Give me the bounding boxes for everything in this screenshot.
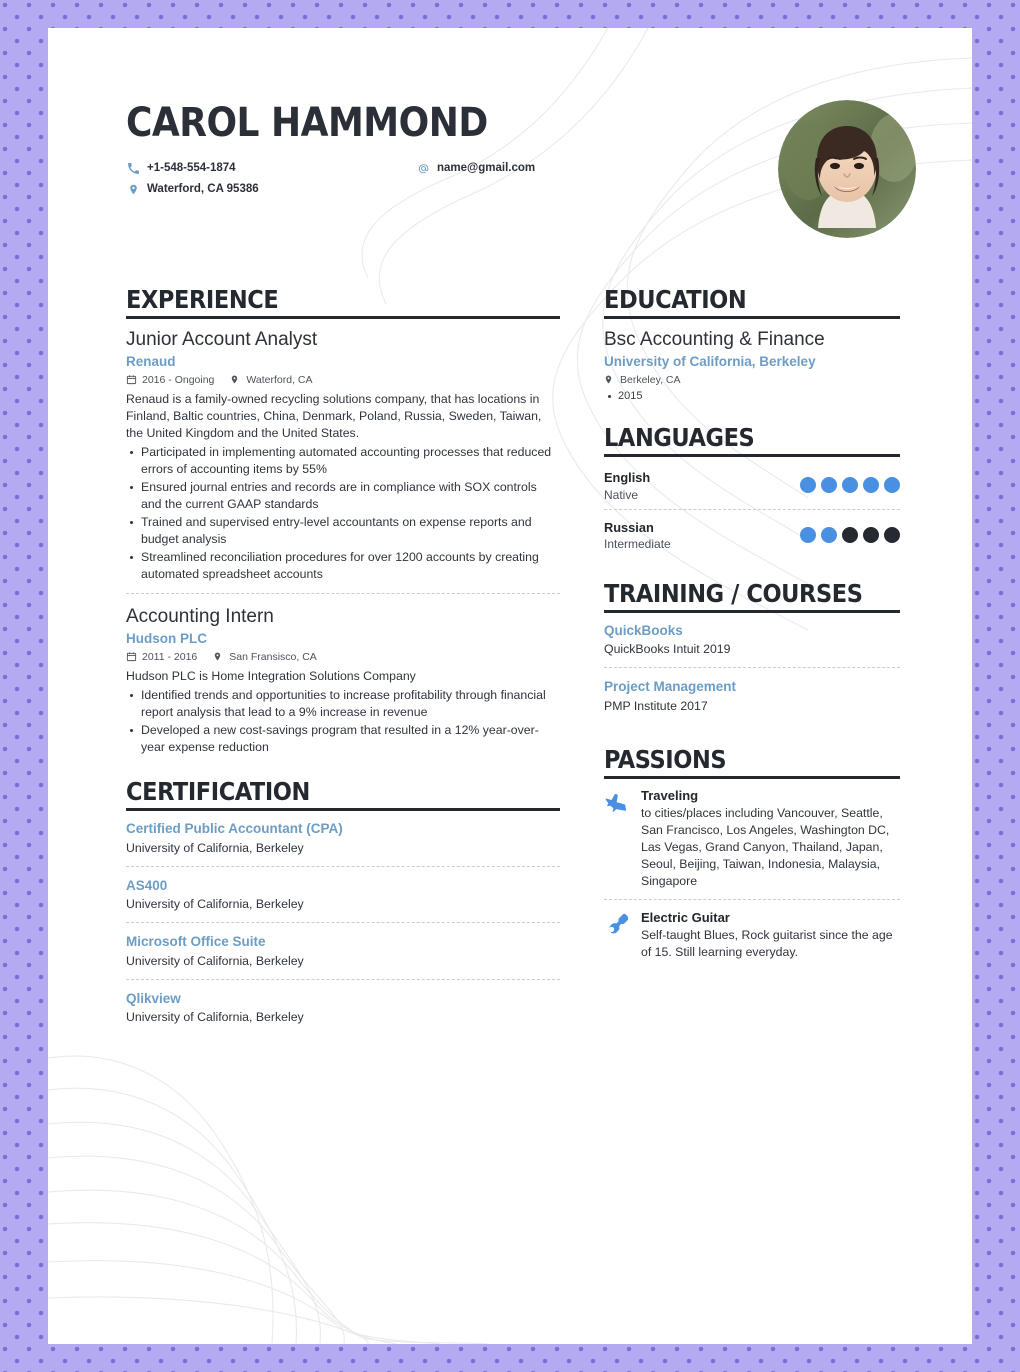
level-dot-filled	[800, 477, 816, 493]
job-location	[213, 651, 317, 663]
education-school: University of California, Berkeley	[604, 353, 816, 369]
job-location-text: San Fransisco, CA	[229, 651, 317, 664]
job-bullet: Participated in implementing automated accounting processes that reduced errors of accounting items by 55%	[126, 444, 560, 478]
contact-email-text: name@gmail.com	[437, 162, 536, 174]
section-training	[604, 580, 900, 724]
section-title-certification: CERTIFICATION	[126, 778, 560, 811]
passion-item	[604, 899, 900, 970]
certification-name: Certified Public Accountant (CPA)	[126, 821, 343, 837]
section-title-education: EDUCATION	[604, 286, 900, 319]
language-item	[604, 509, 900, 558]
education-year	[604, 390, 900, 402]
location-pin-icon	[230, 374, 241, 386]
job-summary: Hudson PLC is Home Integration Solutions Company	[126, 669, 416, 684]
level-dot-filled	[821, 477, 837, 493]
training-item	[604, 622, 900, 668]
section-title-passions: PASSIONS	[604, 746, 900, 779]
level-dot-empty	[884, 527, 900, 543]
passion-text: Self-taught Blues, Rock guitarist since the age of 15. Still learning everyday.	[641, 927, 893, 959]
job-meta	[126, 651, 560, 663]
job-role: Junior Account Analyst	[126, 329, 318, 350]
job-company: Hudson PLC	[126, 630, 207, 646]
passion-name: Electric Guitar	[641, 909, 730, 925]
certification-item	[126, 820, 560, 866]
level-dot-filled	[842, 477, 858, 493]
contact-location-text: Waterford, CA 95386	[147, 183, 259, 195]
language-level-dots	[800, 477, 900, 493]
contact-list	[126, 161, 536, 203]
job-dates	[126, 374, 214, 386]
contact-location	[126, 182, 416, 196]
language-name: English	[604, 470, 651, 486]
job-bullets	[126, 687, 560, 756]
level-dot-filled	[884, 477, 900, 493]
job-dates-text: 2011 - 2016	[142, 651, 198, 664]
location-pin-icon	[213, 651, 224, 663]
certification-name: AS400	[126, 877, 168, 893]
certification-item	[126, 866, 560, 923]
left-column	[126, 286, 560, 1057]
language-name: Russian	[604, 519, 654, 535]
job-company: Renaud	[126, 353, 176, 369]
level-dot-empty	[842, 527, 858, 543]
job-dates	[126, 651, 197, 663]
section-certification	[126, 778, 560, 1035]
language-level-label: Native	[604, 487, 639, 502]
job-bullet: Identified trends and opportunities to increase profitability through financial report analysis that lead to a 9% increase in revenue	[126, 687, 560, 721]
training-item	[604, 667, 900, 724]
certification-item	[126, 979, 560, 1036]
job-role: Accounting Intern	[126, 605, 274, 627]
resume-sheet	[48, 28, 972, 1344]
level-dot-filled	[863, 477, 879, 493]
location-pin-icon	[604, 374, 615, 386]
location-pin-icon	[126, 182, 140, 196]
section-title-experience: EXPERIENCE	[126, 286, 560, 319]
job-bullets	[126, 444, 560, 583]
at-icon	[416, 161, 430, 175]
phone-icon	[126, 161, 140, 175]
header	[126, 100, 536, 203]
education-location-text: Berkeley, CA	[620, 374, 681, 387]
calendar-icon	[126, 374, 137, 386]
page-title: CAROL HAMMOND	[126, 100, 488, 146]
job-meta	[126, 374, 560, 386]
level-dot-empty	[863, 527, 879, 543]
section-experience	[126, 286, 560, 756]
right-column	[604, 286, 900, 992]
training-issuer: QuickBooks Intuit 2019	[604, 642, 731, 657]
level-dot-filled	[800, 527, 816, 543]
job-bullet: Ensured journal entries and records are in compliance with SOX controls and the current GAAP standards	[126, 479, 560, 513]
passion-item	[604, 788, 900, 899]
language-level-label: Intermediate	[604, 536, 671, 551]
experience-item	[126, 328, 560, 583]
divider	[126, 593, 560, 594]
contact-email[interactable]	[416, 161, 536, 175]
section-title-training: TRAINING / COURSES	[604, 580, 900, 613]
contact-phone[interactable]	[126, 161, 416, 175]
education-location	[604, 374, 900, 386]
experience-item	[126, 605, 560, 756]
job-summary: Renaud is a family-owned recycling solutions company, that has locations in Finland, Baltic countries, China, Denmark, Poland, Russia, Sweden, Taiwan, the United Kingdom and the United States.	[126, 392, 542, 441]
guitar-icon	[604, 912, 630, 961]
certification-name: Microsoft Office Suite	[126, 934, 266, 950]
job-location	[230, 374, 312, 386]
certification-issuer: University of California, Berkeley	[126, 840, 304, 855]
certification-issuer: University of California, Berkeley	[126, 1010, 304, 1025]
avatar	[778, 100, 916, 238]
certification-item	[126, 922, 560, 979]
passion-text: to cities/places including Vancouver, Seattle, San Francisco, Los Angeles, Washington DC, Las Vegas, Grand Canyon, Thailand, Japan, Seoul, Beijing, Taiwan, Indonesia, Malaysia, Singapore	[641, 805, 890, 888]
section-education	[604, 286, 900, 402]
training-name: Project Management	[604, 679, 737, 695]
certification-issuer: University of California, Berkeley	[126, 897, 304, 912]
job-bullet: Trained and supervised entry-level accountants on expense reports and budget analysis	[126, 514, 560, 548]
level-dot-filled	[821, 527, 837, 543]
bullet-dot-icon	[608, 395, 611, 398]
calendar-icon	[126, 651, 137, 663]
language-item	[604, 466, 900, 508]
passion-name: Traveling	[641, 787, 699, 803]
education-degree: Bsc Accounting & Finance	[604, 329, 825, 350]
section-languages	[604, 424, 900, 558]
job-bullet: Streamlined reconciliation procedures for over 1200 accounts by creating automated spreadsheet accounts	[126, 549, 560, 583]
language-level-dots	[800, 527, 900, 543]
certification-issuer: University of California, Berkeley	[126, 953, 304, 968]
job-dates-text: 2016 - Ongoing	[142, 374, 215, 387]
contact-phone-text: +1-548-554-1874	[147, 162, 236, 174]
training-issuer: PMP Institute 2017	[604, 698, 708, 713]
job-location-text: Waterford, CA	[246, 374, 313, 387]
training-name: QuickBooks	[604, 622, 683, 638]
education-year-text: 2015	[618, 390, 643, 403]
certification-name: Qlikview	[126, 990, 181, 1006]
section-title-languages: LANGUAGES	[604, 424, 900, 457]
section-passions	[604, 746, 900, 970]
job-bullet: Developed a new cost-savings program that resulted in a 12% year-over-year expense reduction	[126, 722, 560, 756]
profile-photo-image	[778, 100, 916, 238]
airplane-icon	[604, 790, 630, 890]
